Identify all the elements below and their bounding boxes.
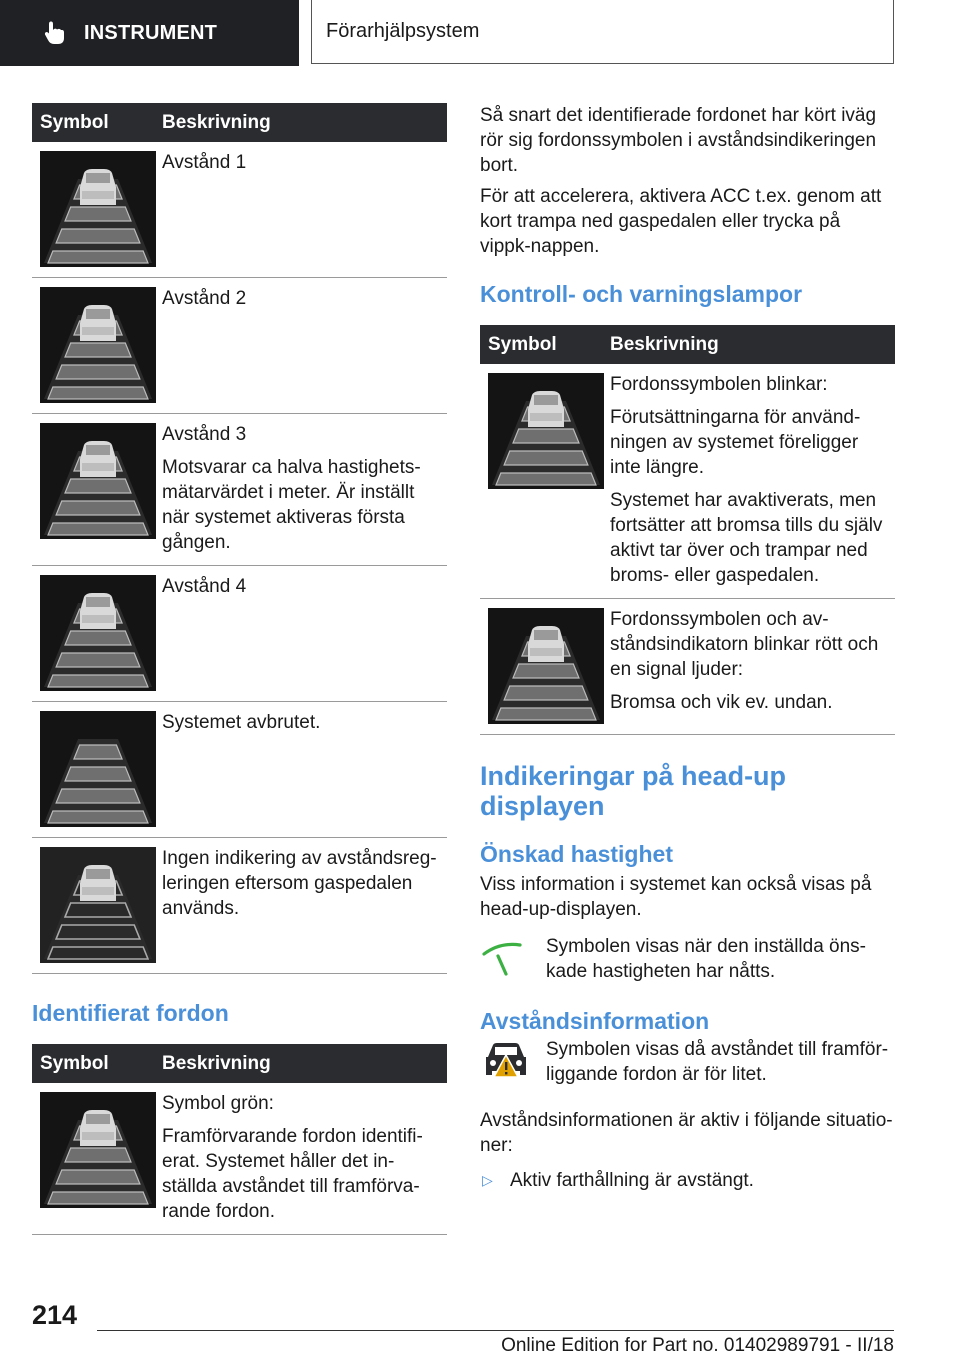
symbol-cell	[32, 566, 156, 701]
distance-warning-icon	[480, 1037, 532, 1085]
table-header	[32, 103, 447, 142]
distance-info-paragraph: Avståndsinformationen är aktiv i följande situatio-ner:	[480, 1110, 893, 1156]
table-row	[32, 278, 447, 414]
warning-heading: Kontroll- och varningslampor	[480, 281, 803, 307]
symbol-cell	[32, 838, 156, 973]
acc-distance-symbol-icon	[40, 847, 156, 963]
description-text: Fordonssymbolen blinkar:	[610, 374, 828, 395]
description-text: Avstånd 3	[162, 424, 247, 445]
description-cell	[604, 364, 895, 598]
symbol-cell	[32, 142, 156, 277]
warning-table	[480, 364, 895, 735]
footer-divider	[97, 1330, 894, 1331]
acc-distance-symbol-icon	[40, 575, 156, 691]
description-text: Avstånd 1	[162, 152, 247, 173]
description-text: Symbol grön:	[162, 1093, 274, 1114]
symbol-cell	[480, 364, 604, 598]
symbol-column-header: Symbol	[40, 1052, 109, 1074]
acc-distance-symbol-icon	[40, 423, 156, 539]
description-cell	[156, 838, 447, 973]
description-text: Förutsättningarna för använd-ningen av systemet föreligger inte längre.	[610, 407, 861, 478]
right-column	[480, 103, 895, 1193]
table-row	[32, 414, 447, 566]
distance-info-heading: Avståndsinformation	[480, 1008, 710, 1034]
description-column-header: Beskrivning	[610, 333, 719, 355]
description-text: Fordonssymbolen och av-ståndsindikatorn blinkar rött och en signal ljuder:	[610, 609, 879, 680]
distance-icon-text: Symbolen visas då avståndet till framför-liggande fordon är för litet.	[546, 1039, 889, 1085]
table-header	[480, 325, 895, 364]
speed-heading: Önskad hastighet	[480, 841, 673, 867]
acc-distance-symbol-icon	[488, 608, 604, 724]
distance-icon-row	[480, 1037, 895, 1090]
speed-icon-text: Symbolen visas när den inställda öns-kade hastigheten har nåtts.	[546, 936, 867, 982]
edition-note: Online Edition for Part no. 01402989791 - II/18	[501, 1335, 894, 1356]
table-row	[32, 566, 447, 702]
acc-distance-symbol-icon	[40, 1092, 156, 1208]
acc-distance-symbol-icon	[40, 711, 156, 827]
symbol-column-header: Symbol	[40, 111, 109, 133]
description-text: Framförvarande fordon identifi-erat. Systemet håller det in-ställda avståndet till framförva-rande fordon.	[162, 1126, 423, 1222]
symbol-cell	[32, 414, 156, 565]
acc-distance-symbol-icon	[40, 151, 156, 267]
description-cell	[604, 599, 895, 734]
symbol-cell	[32, 702, 156, 837]
section-tab	[0, 0, 299, 66]
intro-paragraph: Så snart det identifierade fordonet har kört iväg rör sig fordonssymbolen i avståndsindikeringen bort.	[480, 105, 877, 176]
description-text: Systemet avbrutet.	[162, 712, 321, 733]
acc-distance-symbol-icon	[488, 373, 604, 489]
table-header	[32, 1044, 447, 1083]
speed-reached-icon	[480, 934, 524, 978]
left-column	[32, 103, 447, 1235]
chapter-title: Förarhjälpsystem	[326, 20, 480, 42]
description-text: Ingen indikering av avståndsreg-leringen eftersom gaspedalen används.	[162, 848, 437, 919]
description-text: Avstånd 2	[162, 288, 247, 309]
speed-paragraph: Viss information i systemet kan också visas på head-up-displayen.	[480, 874, 872, 920]
description-cell	[156, 1083, 447, 1234]
description-cell	[156, 702, 447, 837]
section-title: INSTRUMENT	[84, 21, 218, 44]
description-cell	[156, 566, 447, 701]
symbol-column-header: Symbol	[488, 333, 557, 355]
list-item	[480, 1168, 895, 1193]
hand-pointer-icon	[40, 18, 70, 48]
description-cell	[156, 278, 447, 413]
table-row	[480, 364, 895, 599]
speed-icon-row	[480, 934, 895, 984]
acc-distance-symbol-icon	[40, 287, 156, 403]
identified-table	[32, 1083, 447, 1235]
chapter-tab	[311, 0, 894, 64]
description-cell	[156, 142, 447, 277]
description-column-header: Beskrivning	[162, 1052, 271, 1074]
description-text: Avstånd 4	[162, 576, 247, 597]
table-row	[480, 599, 895, 735]
table-row	[32, 702, 447, 838]
intro-paragraph: För att accelerera, aktivera ACC t.ex. genom att kort trampa ned gaspedalen eller trycka på vippk-nappen.	[480, 186, 882, 257]
table-row	[32, 838, 447, 974]
identified-heading: Identifierat fordon	[32, 1000, 229, 1026]
symbol-cell	[32, 1083, 156, 1234]
table-row	[32, 142, 447, 278]
description-text: Systemet har avaktiverats, men fortsätter att bromsa tills du själv aktivt tar över och trampar ned broms- eller gaspedalen.	[610, 490, 883, 586]
distance-table	[32, 142, 447, 974]
symbol-cell	[32, 278, 156, 413]
page-number: 214	[32, 1300, 78, 1330]
triangle-bullet-icon: ▷	[482, 1172, 493, 1188]
hud-heading: Indikeringar på head-up displayen	[480, 761, 787, 821]
description-text: Bromsa och vik ev. undan.	[610, 692, 833, 713]
symbol-cell	[480, 599, 604, 734]
description-text: Motsvarar ca halva hastighets-mätarvärdet i meter. Är inställt när systemet aktiveras första gången.	[162, 457, 421, 553]
description-cell	[156, 414, 447, 565]
list-item-text: Aktiv farthållning är avstängt.	[510, 1170, 754, 1191]
description-column-header: Beskrivning	[162, 111, 271, 133]
table-row	[32, 1083, 447, 1235]
